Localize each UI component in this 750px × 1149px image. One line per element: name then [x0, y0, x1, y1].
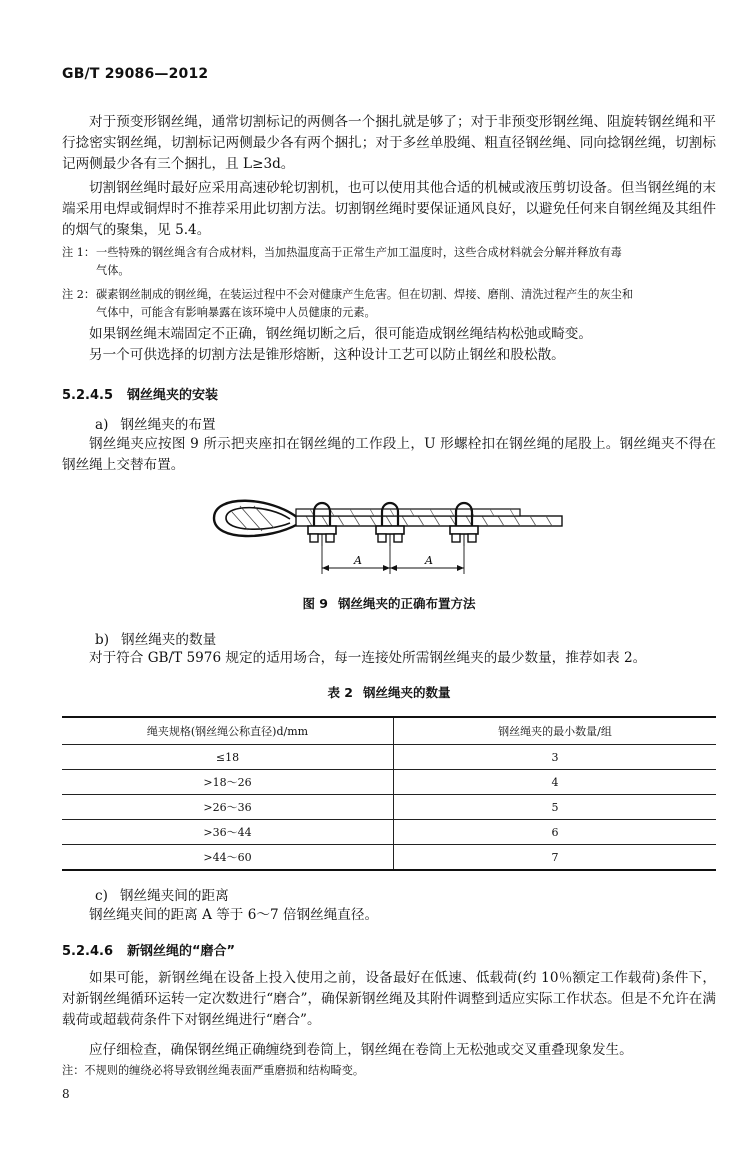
table-cell-quantity: 6	[394, 820, 717, 845]
table-header-quantity: 钢丝绳夹的最小数量/组	[394, 717, 717, 745]
figure-9-caption	[62, 594, 716, 612]
note-2-line-1: 碳素钢丝制成的钢丝绳，在装运过程中不会对健康产生危害。但在切割、焊接、磨削、清洗过程产生的灰尘和	[96, 288, 634, 301]
table-row	[62, 770, 716, 795]
paragraph-end-fixing: 如果钢丝绳末端固定不正确，钢丝绳切断之后，很可能造成钢丝绳结构松弛或畸变。	[89, 326, 592, 342]
item-a-text: 钢丝绳夹应按图 9 所示把夹座扣在钢丝绳的工作段上，U 形螺栓扣在钢丝绳的尾股上。钢丝绳夹不得在钢丝绳上交替布置。	[62, 436, 716, 473]
section-title: 钢丝绳夹的安装	[127, 388, 219, 403]
wire-rope-clip-figure	[210, 490, 570, 580]
table-row	[62, 795, 716, 820]
page-number: 8	[62, 1087, 70, 1101]
item-c-text: 钢丝绳夹间的距离 A 等于 6～7 倍钢丝绳直径。	[89, 907, 379, 923]
paragraph-running-in: 如果可能，新钢丝绳在设备上投入使用之前，设备最好在低速、低载荷(约 10％额定工作载荷)条件下，对新钢丝绳循环运转一定次数进行“磨合”，确保新钢丝绳及其附件调整到适应实际工作状态。但是不允许在满载荷或超载荷条件下对钢丝绳进行“磨合”。	[62, 970, 716, 1028]
note-1	[62, 244, 716, 280]
table-row	[62, 820, 716, 845]
figure-caption-text: 钢丝绳夹的正确布置方法	[338, 596, 476, 611]
table-caption-text: 钢丝绳夹的数量	[363, 685, 451, 700]
table-cell-diameter: >26～36	[62, 795, 394, 820]
section-number: 5.2.4.6	[62, 944, 113, 959]
item-b-title: 钢丝绳夹的数量	[121, 632, 217, 648]
item-a-heading	[95, 413, 216, 433]
note-2-line-2: 气体中，可能含有影响暴露在该环境中人员健康的元素。	[96, 306, 376, 319]
distance-label-a-2: A	[425, 554, 433, 567]
table-cell-quantity: 4	[394, 770, 717, 795]
table-header-row	[62, 717, 716, 745]
section-number: 5.2.4.5	[62, 388, 113, 403]
note-winding: 注：不规则的缠绕必将导致钢丝绳表面严重磨损和结构畸变。	[62, 1064, 365, 1077]
item-c-mark: c)	[95, 888, 108, 904]
standard-number-header: GB/T 29086—2012	[62, 66, 209, 82]
table-row	[62, 845, 716, 871]
note-1-line-2: 气体。	[96, 264, 130, 277]
paragraph-cutting-method: 切割钢丝绳时最好应采用高速砂轮切割机，也可以使用其他合适的机械或液压剪切设备。但当钢丝绳的末端采用电焊或铜焊时不推荐采用此切割方法。切割钢丝绳时要保证通风良好，以避免任何来自钢丝绳及其组件的烟气的聚集，见 5.4。	[62, 180, 716, 238]
section-5245-heading	[62, 384, 218, 403]
paragraph-alternative-cutting: 另一个可供选择的切割方法是锥形熔断，这种设计工艺可以防止钢丝和股松散。	[89, 347, 565, 363]
table-cell-diameter: >18～26	[62, 770, 394, 795]
working-rope	[296, 516, 562, 526]
item-b-mark: b)	[95, 632, 110, 648]
distance-label-a-1: A	[354, 554, 362, 567]
clip-quantity-table	[62, 716, 716, 871]
item-b-heading	[95, 628, 216, 648]
note-2	[62, 286, 716, 322]
table-cell-quantity: 3	[394, 745, 717, 770]
table-2-caption	[62, 683, 716, 701]
table-header-diameter: 绳夹规格(钢丝绳公称直径)d/mm	[62, 717, 394, 745]
item-a-mark: a)	[95, 417, 109, 433]
table-caption-number: 表 2	[327, 685, 354, 700]
item-c-heading	[95, 884, 229, 904]
table-cell-quantity: 5	[394, 795, 717, 820]
note-2-label: 注 2：	[62, 288, 96, 301]
table-cell-diameter: ≤18	[62, 745, 394, 770]
table-cell-quantity: 7	[394, 845, 717, 871]
table-cell-diameter: >44～60	[62, 845, 394, 871]
section-5246-heading	[62, 940, 235, 959]
item-a-title: 钢丝绳夹的布置	[120, 417, 216, 433]
table-cell-diameter: >36～44	[62, 820, 394, 845]
item-b-text: 对于符合 GB/T 5976 规定的适用场合，每一连接处所需钢丝绳夹的最少数量，推荐如表 2。	[89, 650, 647, 666]
paragraph-binding-rules: 对于预变形钢丝绳，通常切割标记的两侧各一个捆扎就是够了；对于非预变形钢丝绳、阻旋转钢丝绳和平行捻密实钢丝绳，切割标记两侧最少各有两个捆扎；对于多丝单股绳、粗直径钢丝绳、同向捻钢丝绳，切割标记两侧最少各有三个捆扎，且 L≥3d。	[62, 114, 716, 172]
paragraph-drum-check: 应仔细检查，确保钢丝绳正确缠绕到卷筒上，钢丝绳在卷筒上无松弛或交叉重叠现象发生。	[89, 1042, 633, 1058]
note-1-label: 注 1：	[62, 246, 96, 259]
item-c-title: 钢丝绳夹间的距离	[119, 888, 229, 904]
section-title: 新钢丝绳的“磨合”	[127, 944, 236, 959]
table-row	[62, 745, 716, 770]
note-1-line-1: 一些特殊的钢丝绳含有合成材料，当加热温度高于正常生产加工温度时，这些合成材料就会分解并释放有毒	[96, 246, 622, 259]
figure-caption-number: 图 9	[302, 596, 329, 611]
